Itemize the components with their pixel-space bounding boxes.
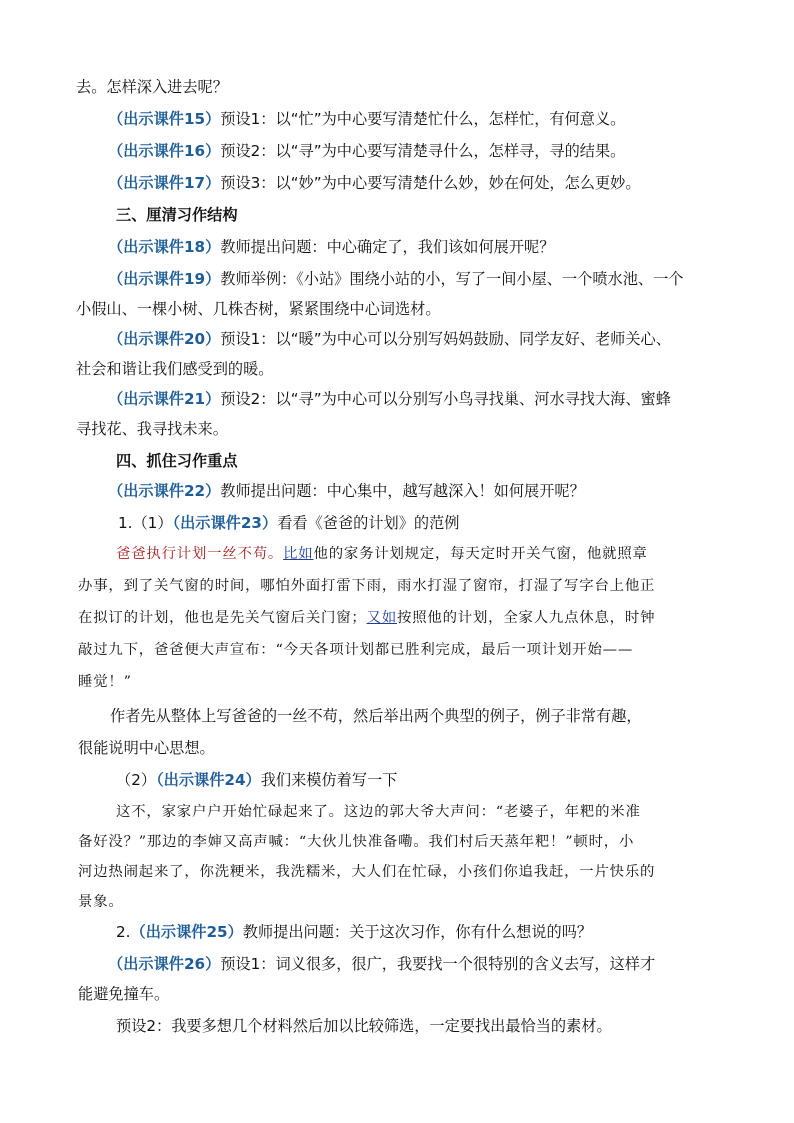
example-line: 爸爸执行计划一丝不苟。比如他的家务计划规定，每天定时开关气窗，他就照章 bbox=[116, 546, 648, 562]
example-line: 河边热闹起来了，你洗粳米，我洗糯米，大人们在忙碌，小孩们你追我赶，一片快乐的 bbox=[78, 864, 656, 880]
text-line: 2.（出示课件25）教师提出问题：关于这次习作，你有什么想说的吗？ bbox=[116, 923, 593, 941]
courseware-tag: （出示课件17） bbox=[108, 174, 221, 192]
courseware-tag: （出示课件25） bbox=[130, 923, 243, 941]
courseware-tag: （出示课件26） bbox=[108, 955, 221, 973]
underlined-connector: 比如 bbox=[283, 546, 314, 562]
text-line: 作者先从整体上写爸爸的一丝不苟，然后举出两个典型的例子，例子非常有趣， bbox=[110, 707, 642, 725]
section-heading: 三、厘清习作结构 bbox=[116, 206, 238, 224]
text-line: （2）（出示课件24）我们来模仿着写一下 bbox=[116, 771, 398, 789]
text-line: 能避免撞车。 bbox=[78, 985, 170, 1003]
courseware-tag: （出示课件20） bbox=[108, 330, 221, 348]
courseware-tag: （出示课件22） bbox=[108, 482, 221, 500]
courseware-tag: （出示课件15） bbox=[108, 110, 221, 128]
text-line: （出示课件17）预设3：以“妙”为中心要写清楚什么妙，妙在何处，怎么更妙。 bbox=[108, 174, 641, 192]
text-line: 去。怎样深入进去呢？ bbox=[76, 78, 228, 96]
text-line: （出示课件26）预设1：词义很多，很广，我要找一个很特别的含义去写，这样才 bbox=[108, 955, 656, 973]
text-line: 寻找花、我寻找未来。 bbox=[76, 420, 228, 438]
example-line: 睡觉！” bbox=[78, 674, 132, 690]
example-line: 这不，家家户户开始忙碌起来了。这边的郭大爷大声问：“老婆子，年粑的米准 bbox=[116, 804, 641, 820]
example-line: 在拟订的计划，他也是先关气窗后关门窗；又如按照他的计划，全家人九点休息，时钟 bbox=[78, 610, 656, 626]
example-line: 办事，到了关气窗的时间，哪怕外面打雷下雨，雨水打湿了窗帘，打湿了写字台上他正 bbox=[78, 578, 656, 594]
courseware-tag: （出示课件18） bbox=[108, 238, 221, 256]
text-line: 很能说明中心思想。 bbox=[78, 739, 215, 757]
courseware-tag: （出示课件24） bbox=[156, 771, 261, 789]
text-line: （出示课件16）预设2：以“寻”为中心要写清楚寻什么，怎样寻，寻的结果。 bbox=[108, 142, 626, 160]
underlined-connector: 又如 bbox=[366, 610, 398, 626]
text-line: 社会和谐让我们感受到的暖。 bbox=[76, 360, 274, 378]
text-line: （出示课件15）预设1：以“忙”为中心要写清楚忙什么，怎样忙，有何意义。 bbox=[108, 110, 626, 128]
text-line: （出示课件22）教师提出问题：中心集中，越写越深入！如何展开呢？ bbox=[108, 482, 585, 500]
courseware-tag: （出示课件19） bbox=[108, 270, 221, 288]
topic-sentence: 爸爸执行计划一丝不苟。 bbox=[116, 546, 284, 562]
text-line: （出示课件20）预设1：以“暖”为中心可以分别写妈妈鼓励、同学友好、老师关心、 bbox=[108, 330, 671, 348]
text-line: （出示课件21）预设2：以“寻”为中心可以分别写小鸟寻找巢、河水寻找大海、蜜蜂 bbox=[108, 390, 671, 408]
example-line: 景象。 bbox=[78, 894, 124, 910]
text-line: （出示课件19）教师举例：《小站》围绕小站的小，写了一间小屋、一个喷水池、一个 bbox=[108, 270, 684, 288]
text-line: （出示课件18）教师提出问题：中心确定了，我们该如何展开呢？ bbox=[108, 238, 555, 256]
courseware-tag: （出示课件16） bbox=[108, 142, 221, 160]
courseware-tag: （出示课件21） bbox=[108, 390, 221, 408]
courseware-tag: （出示课件23） bbox=[172, 514, 278, 532]
section-heading: 四、抓住习作重点 bbox=[116, 452, 238, 470]
text-line: 小假山、一棵小树、几株杏树，紧紧围绕中心词选材。 bbox=[76, 300, 441, 318]
text-line: 预设2：我要多想几个材料然后加以比较筛选，一定要找出最恰当的素材。 bbox=[116, 1017, 612, 1035]
example-line: 敲过九下，爸爸便大声宣布：“今天各项计划都已胜利完成，最后一项计划开始—— bbox=[78, 642, 634, 658]
example-line: 备好没？”那边的李婶又高声喊：“大伙儿快准备嘞。我们村后天蒸年粑！”顿时，小 bbox=[78, 834, 635, 850]
text-line: 1.（1）（出示课件23）看看《爸爸的计划》的范例 bbox=[118, 514, 460, 532]
